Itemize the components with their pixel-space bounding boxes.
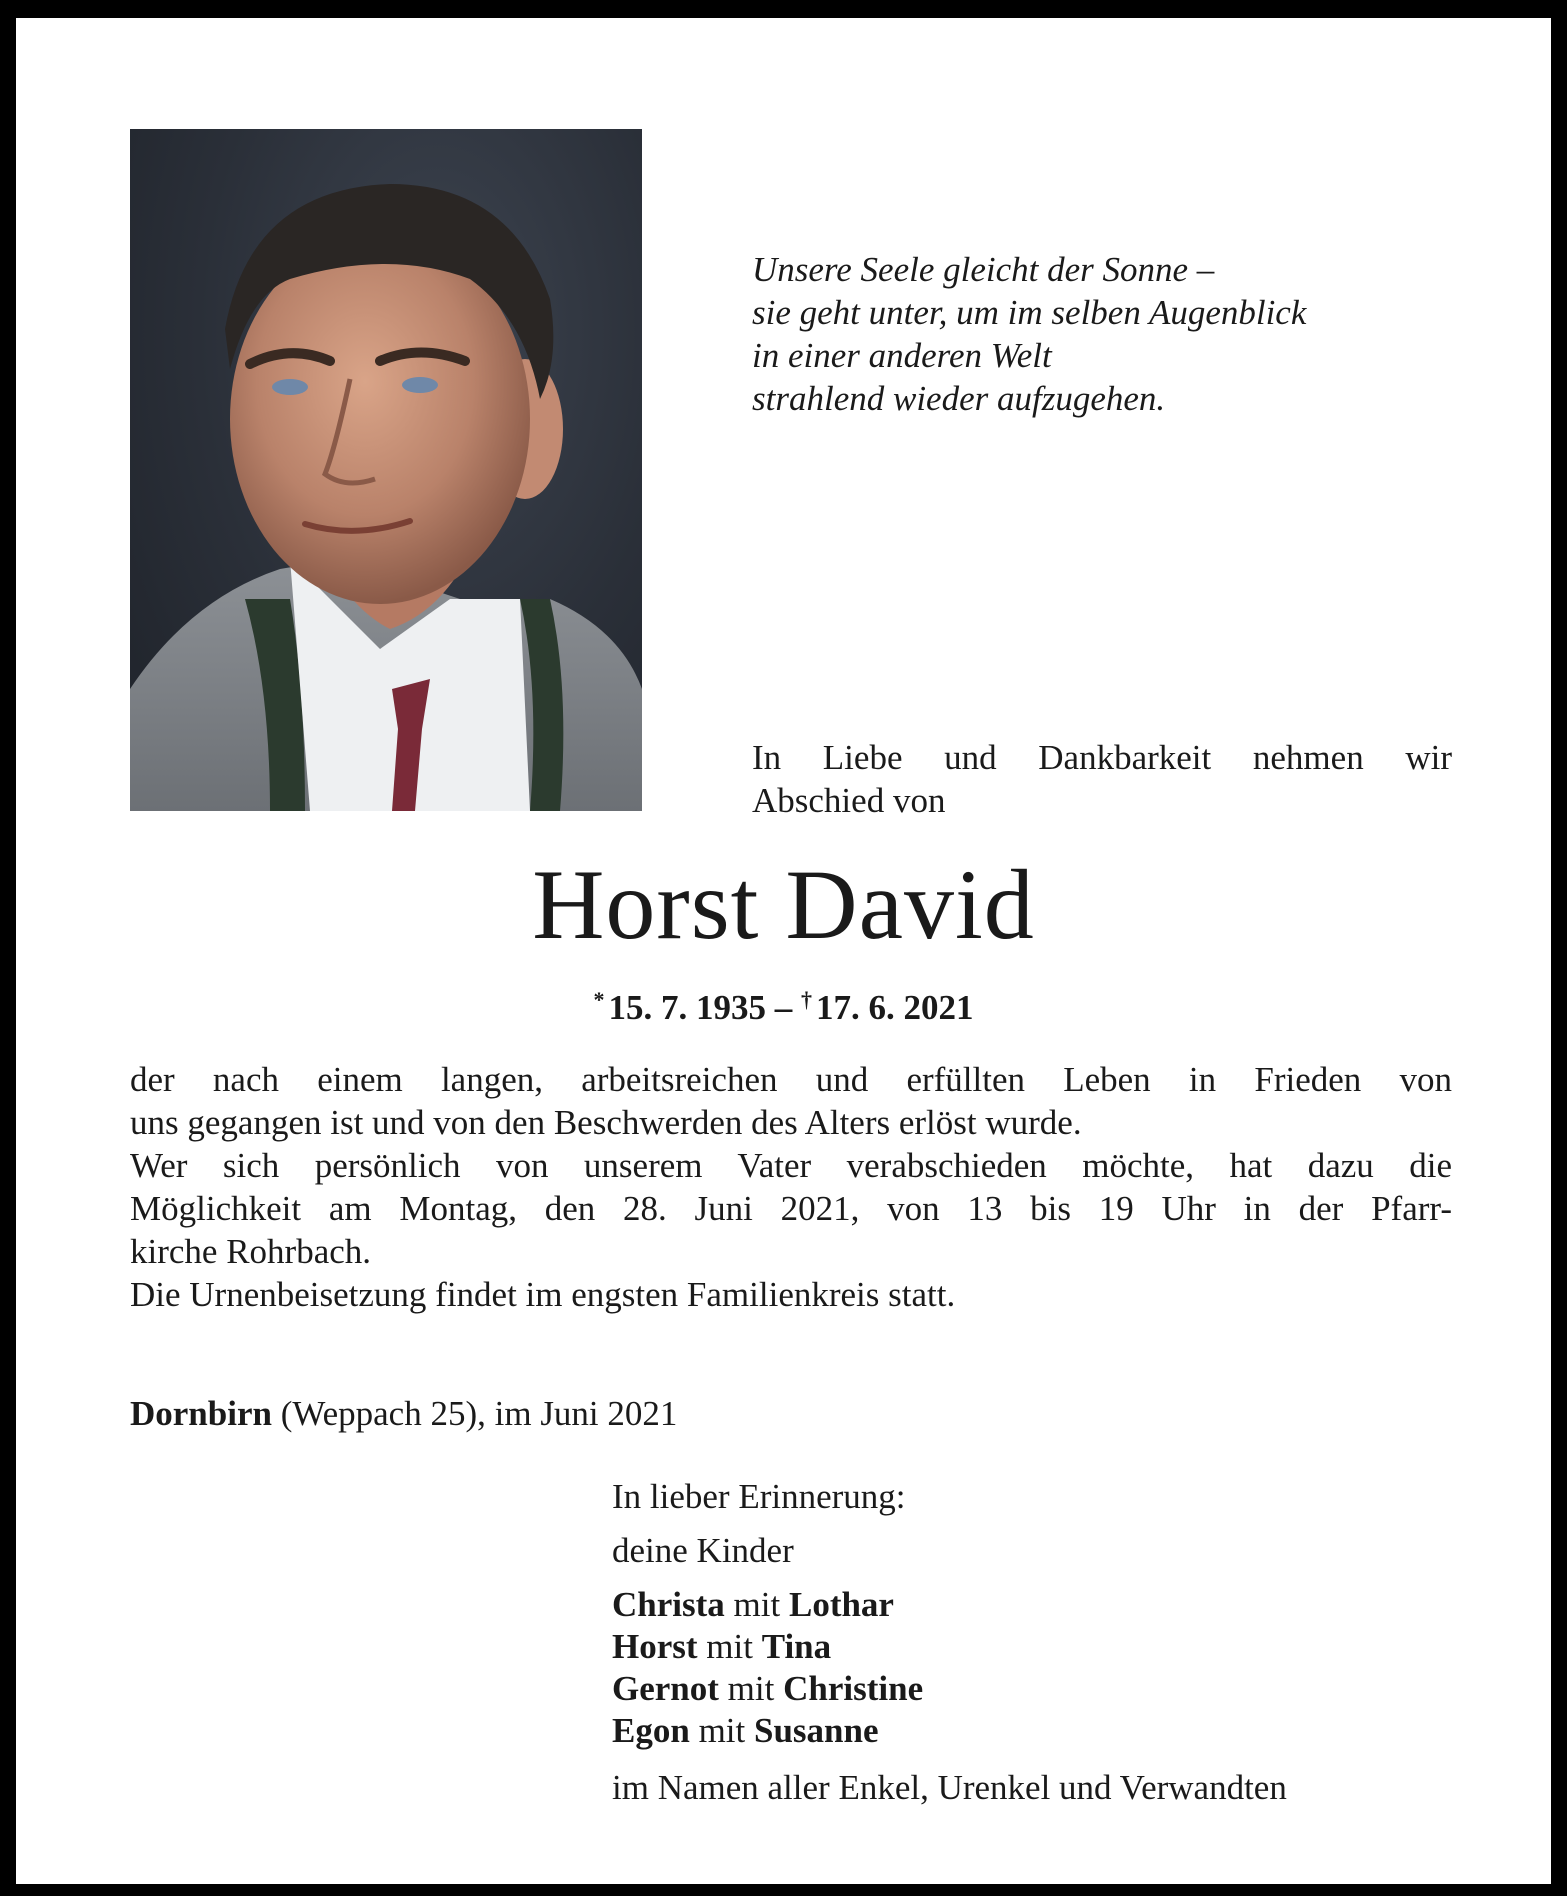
quote-line: Unsere Seele gleicht der Sonne –: [752, 250, 1215, 289]
children-list: [612, 1584, 1472, 1752]
quote-line: in einer anderen Welt: [752, 336, 1052, 375]
child-with: mit: [697, 1627, 762, 1666]
date-separator: –: [774, 988, 793, 1027]
child-with: mit: [718, 1669, 784, 1708]
partner-name: Christine: [783, 1669, 924, 1708]
list-item: [612, 1668, 1472, 1710]
portrait-photo: [130, 129, 642, 811]
child-with: mit: [689, 1711, 754, 1750]
body-line: der nach einem langen, arbeitsreichen und erfüllten Leben in Frieden von: [130, 1060, 1452, 1099]
birth-date: 15. 7. 1935: [608, 988, 766, 1027]
child-name: Christa: [612, 1585, 725, 1624]
signature-block: [612, 1475, 1472, 1809]
place-date: [130, 1392, 1030, 1435]
list-item: [612, 1710, 1472, 1752]
place-city: Dornbirn: [130, 1394, 272, 1433]
memorial-quote: [752, 248, 1472, 420]
life-dates: [16, 978, 1551, 1030]
death-date: 17. 6. 2021: [816, 988, 974, 1027]
body-line: kirche Rohrbach.: [130, 1232, 372, 1271]
deceased-name: Horst David: [532, 849, 1035, 960]
intro-line: In Liebe und Dankbarkeit nehmen wir: [752, 738, 1452, 777]
children-label: deine Kinder: [612, 1531, 794, 1570]
list-item: [612, 1584, 1472, 1626]
body-line: Wer sich persönlich von unserem Vater verabschieden möchte, hat dazu die: [130, 1146, 1452, 1185]
signature-heading: In lieber Erinnerung:: [612, 1477, 906, 1516]
body-line: uns gegangen ist und von den Beschwerden des Alters erlöst wurde.: [130, 1103, 1082, 1142]
child-with: mit: [724, 1585, 789, 1624]
place-rest: (Weppach 25), im Juni 2021: [271, 1394, 678, 1433]
child-name: Gernot: [612, 1669, 719, 1708]
child-name: Egon: [612, 1711, 690, 1750]
body-text: [130, 1058, 1452, 1316]
partner-name: Lothar: [788, 1585, 894, 1624]
quote-line: strahlend wieder aufzugehen.: [752, 379, 1166, 418]
birth-symbol: *: [593, 987, 605, 1012]
intro-text: [752, 736, 1452, 822]
quote-line: sie geht unter, um im selben Augenblick: [752, 293, 1307, 332]
intro-line: Abschied von: [752, 781, 946, 820]
body-line: Möglichkeit am Montag, den 28. Juni 2021, von 13 bis 19 Uhr in der Pfarr-: [130, 1189, 1452, 1228]
signature-closing: im Namen aller Enkel, Urenkel und Verwandten: [612, 1768, 1287, 1807]
list-item: [612, 1626, 1472, 1668]
child-name: Horst: [612, 1627, 698, 1666]
body-line: Die Urnenbeisetzung findet im engsten Familienkreis statt.: [130, 1275, 956, 1314]
partner-name: Susanne: [754, 1711, 879, 1750]
death-symbol: †: [801, 987, 812, 1012]
partner-name: Tina: [761, 1627, 832, 1666]
